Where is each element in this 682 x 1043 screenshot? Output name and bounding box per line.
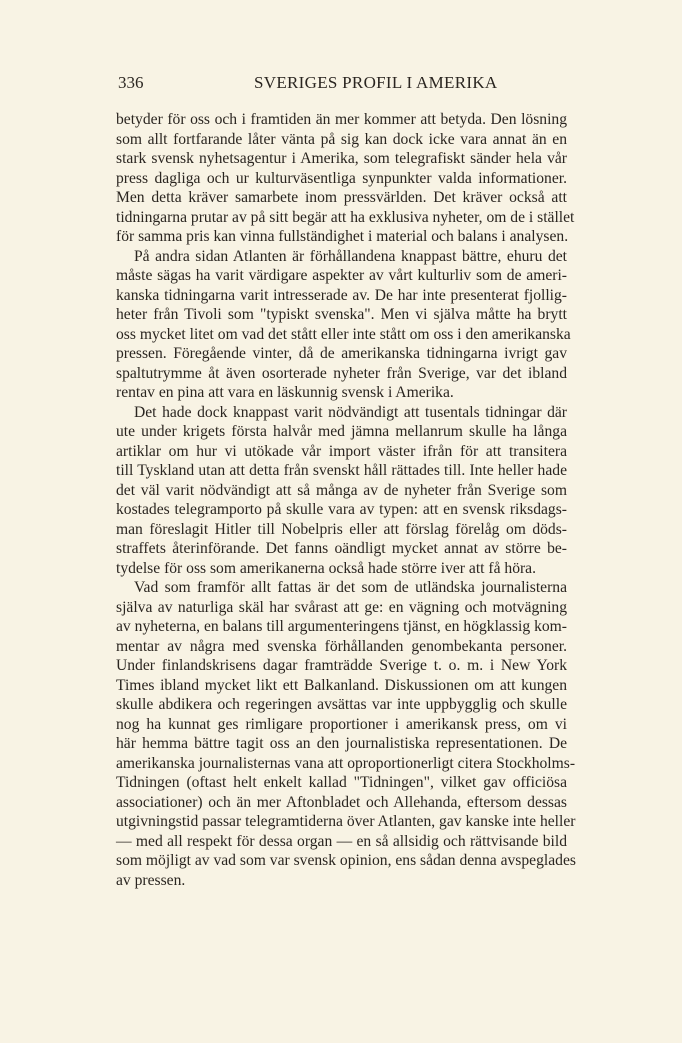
text-line: rentav en pina att vara en läskunnig svensk i Amerika. (116, 384, 454, 401)
text-line: tidningarna prutar av på sitt begär att ha exklusiva nyheter, om de i stället (116, 208, 575, 226)
text-line: kostades telegramporto på skulle vara av typen: att en svensk riksdags- (116, 501, 567, 518)
text-line: som möjligt av vad som var svensk opinion, ens sådan denna avspeglades (116, 852, 576, 869)
text-line: press dagliga och ur kulturväsentliga synpunkter valda informationer. (116, 169, 567, 187)
text-line: artiklar om hur vi utökade vår import väster ifrån för att transitera (116, 442, 567, 460)
text-line: som allt fortfarande låter vänta på sig kan dock icke vara annat än en (116, 130, 567, 148)
page-number: 336 (118, 73, 144, 92)
text-line: heter från Tivoli som "typiskt svenska". Men vi själva måtte ha brytt (116, 306, 567, 323)
text-line: måste sägas ha varit värdigare aspekter av vårt kulturliv som de ameri- (116, 267, 567, 284)
text-line: oss mycket litet om vad det stått eller inte stått om oss i den amerikanska (116, 325, 571, 343)
page-header (118, 73, 564, 97)
text-line: Vad som framför allt fattas är det som de utländska journalisterna (134, 579, 567, 596)
text-line: amerikanska journalisternas vana att oproportionerligt citera Stockholms- (116, 754, 576, 772)
text-line: till Tyskland utan att detta från svenskt håll rättades till. Inte heller hade (116, 462, 567, 479)
text-line: ute under krigets första halvår med jämna mellanrum skulle ha långa (116, 423, 567, 440)
text-line: — med all respekt för dessa organ — en så allsidig och rättvisande bild (116, 832, 567, 850)
text-line: straffets återinförande. Det fanns oändligt mycket annat av större be- (116, 540, 567, 557)
text-line: av nyheterna, en balans till argumenteringens tjänst, en högklassig kom- (116, 618, 567, 635)
text-line: spaltutrymme åt även osorterade nyheter från Sverige, var det ibland (116, 364, 567, 382)
running-title: SVERIGES PROFIL I AMERIKA (254, 73, 498, 92)
text-line: Under finlandskrisens dagar framträdde Sverige t. o. m. i New York (116, 657, 567, 674)
text-line: det väl varit nödvändigt att så många av de nyheter från Sverige som (116, 481, 567, 499)
text-line: här hemma bättre tagit oss an den journalistiska representationen. De (116, 735, 567, 752)
text-line: associationer) och än mer Aftonbladet och Allehanda, eftersom dessas (116, 793, 567, 811)
body-text (116, 110, 576, 890)
text-line: utgivningstid passar telegramtiderna över Atlanten, gav kanske inte heller (116, 813, 576, 830)
text-line: pressen. Föregående vinter, då de amerikanska tidningarna ivrigt gav (116, 345, 567, 362)
text-line: mentar av några med svenska förhållanden genombekanta personer. (116, 637, 567, 655)
text-line: kanska tidningarna varit intresserade av. De har inte presenterat fjollig- (116, 286, 567, 304)
text-line: nog ha kunnat ges rimligare proportioner i amerikansk press, om vi (116, 715, 567, 733)
text-line: skulle abdikera och regeringen avsättas var inte uppbygglig och skulle (116, 696, 567, 713)
text-line: av pressen. (116, 871, 186, 889)
text-line: man föreslagit Hitler till Nobelpris eller att förslag förelåg om döds- (116, 520, 567, 538)
text-line: Men detta kräver samarbete inom pressvärlden. Det kräver också att (116, 189, 567, 206)
text-line: för samma pris kan vinna fullständighet i material och balans i analysen. (116, 228, 569, 245)
text-line: Times ibland mycket likt ett Balkanland. Diskussionen om att kungen (116, 676, 567, 694)
text-line: Tidningen (oftast helt enkelt kallad "Tidningen", vilket gav officiösa (116, 774, 567, 791)
text-line: tydelse för oss som amerikanerna också hade större iver att få höra. (116, 559, 537, 577)
text-line: Det hade dock knappast varit nödvändigt att tusentals tidningar där (134, 403, 567, 421)
text-line: själva av naturliga skäl har svårast att ge: en vägning och motvägning (116, 598, 567, 616)
text-line: stark svensk nyhetsagentur i Amerika, som telegrafiskt sänder hela vår (116, 150, 567, 167)
text-line: betyder för oss och i framtiden än mer kommer att betyda. Den lösning (116, 111, 567, 128)
text-line: På andra sidan Atlanten är förhållandena knappast bättre, ehuru det (134, 247, 567, 265)
